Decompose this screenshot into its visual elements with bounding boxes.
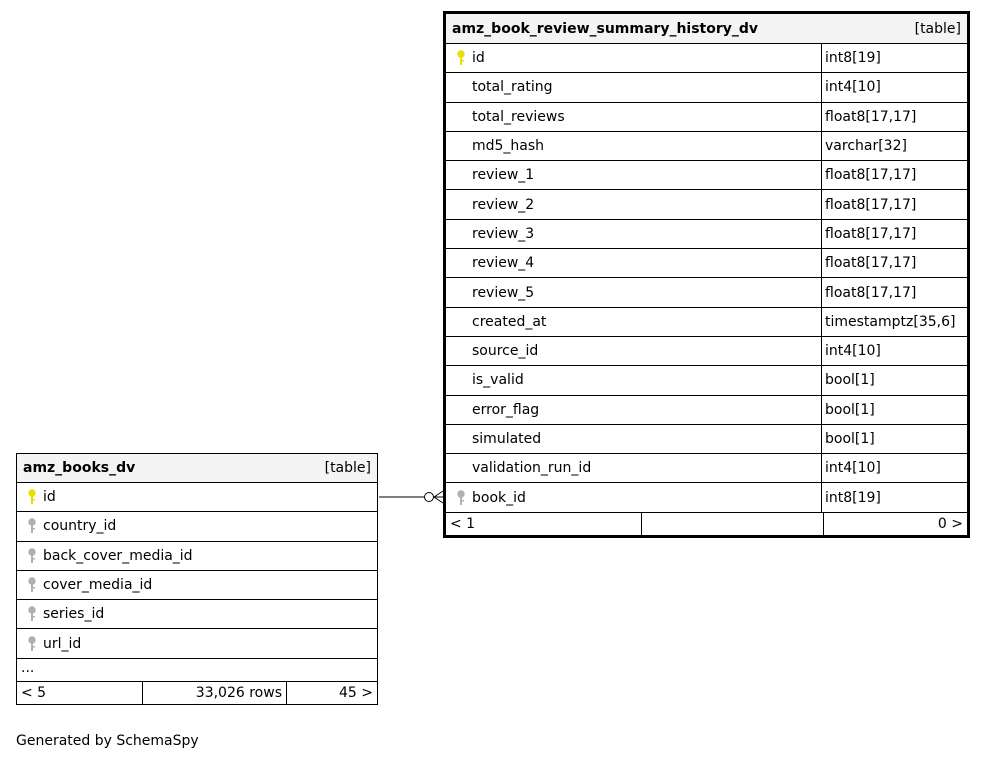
column-name: id xyxy=(472,50,485,67)
column-name: simulated xyxy=(472,431,542,447)
column-name: total_rating xyxy=(472,79,553,96)
column-type: float8[17,17] xyxy=(821,278,967,306)
table-kind: [table] xyxy=(914,20,961,37)
column-name: source_id xyxy=(472,343,539,360)
column-name: md5_hash xyxy=(472,138,545,155)
column-name: created_at xyxy=(472,313,547,330)
column-type: float8[17,17] xyxy=(821,220,967,248)
column-name: is_valid xyxy=(472,372,524,389)
column-type: float8[17,17] xyxy=(821,190,967,218)
column-name: book_id xyxy=(472,489,526,506)
column-type: bool[1] xyxy=(821,425,967,453)
column-type: bool[1] xyxy=(821,396,967,424)
column-name: total_reviews xyxy=(472,108,565,125)
column-type: varchar[32] xyxy=(821,132,967,160)
column-type: bool[1] xyxy=(821,366,967,394)
column-name: review_5 xyxy=(472,284,535,301)
column-type: float8[17,17] xyxy=(821,103,967,131)
column-name: review_1 xyxy=(472,167,535,184)
table-kind: [table] xyxy=(324,460,371,476)
column-name: series_id xyxy=(43,606,105,623)
column-name: review_3 xyxy=(472,225,535,242)
column-name: back_cover_media_id xyxy=(43,547,193,564)
column-name: review_4 xyxy=(472,255,535,272)
more-columns: ... xyxy=(17,659,377,682)
column-type: int4[10] xyxy=(821,337,967,365)
column-type: float8[17,17] xyxy=(821,249,967,277)
table-name: amz_book_review_summary_history_dv xyxy=(452,20,759,37)
column-name: id xyxy=(43,489,56,506)
table-name: amz_books_dv xyxy=(23,460,136,476)
crow-foot-icon xyxy=(434,491,443,497)
children-count[interactable]: 0 > xyxy=(937,515,963,532)
column-type: timestamptz[35,6] xyxy=(821,308,967,336)
parents-count[interactable]: < 1 xyxy=(446,513,642,535)
column-name: url_id xyxy=(43,635,82,652)
rows-count: 33,026 rows xyxy=(143,682,287,704)
column-type: int8[19] xyxy=(821,44,967,72)
column-type: float8[17,17] xyxy=(821,161,967,189)
column-name: review_2 xyxy=(472,196,535,213)
column-type: int4[10] xyxy=(821,454,967,482)
column-name: cover_media_id xyxy=(43,577,153,594)
column-name: validation_run_id xyxy=(472,460,592,477)
column-type: int8[19] xyxy=(821,483,967,511)
column-name: error_flag xyxy=(472,401,540,418)
generated-by-credit: Generated by SchemaSpy xyxy=(16,733,199,749)
parents-count[interactable]: < 5 xyxy=(17,682,143,704)
children-count[interactable]: 45 > xyxy=(339,684,373,701)
column-name: country_id xyxy=(43,518,117,535)
column-type: int4[10] xyxy=(821,73,967,101)
optional-circle-icon xyxy=(425,493,434,502)
